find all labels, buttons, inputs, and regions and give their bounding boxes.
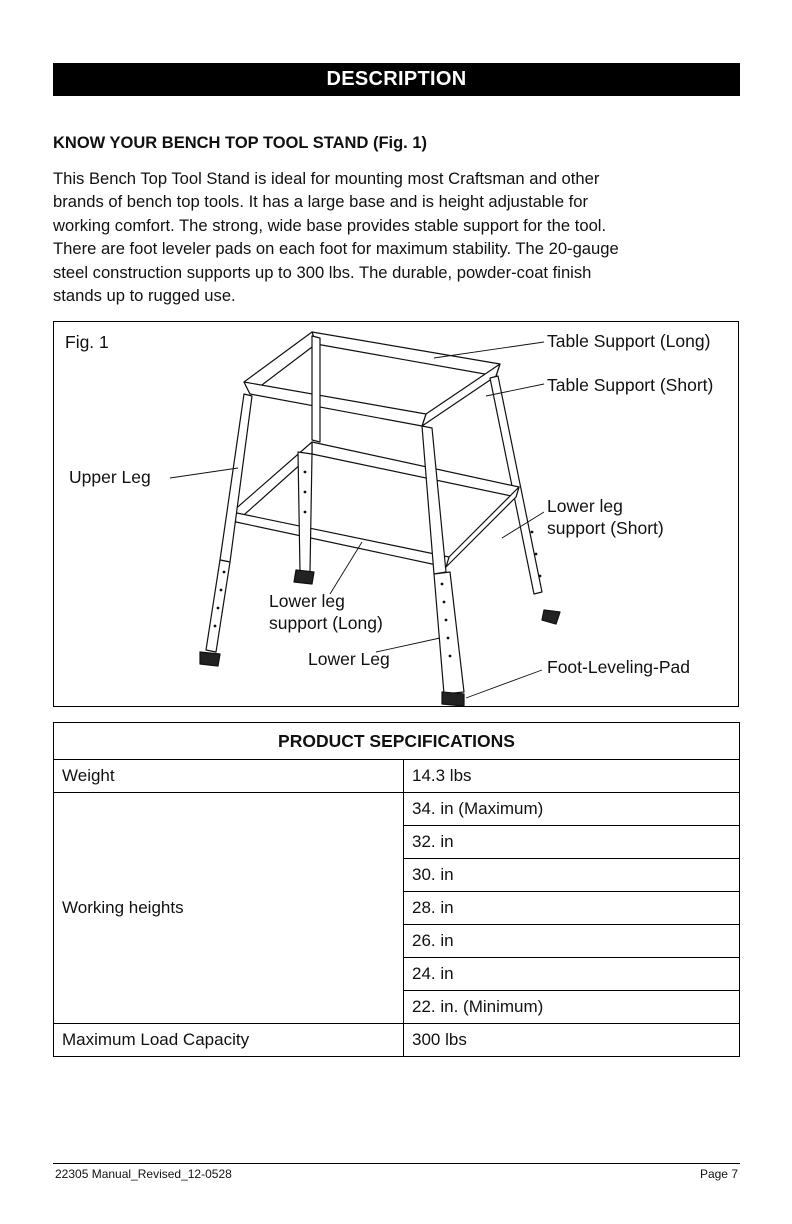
- working-height-value: 26. in: [404, 925, 740, 958]
- foot-pad-front-right: [442, 692, 464, 706]
- working-height-value: 24. in: [404, 958, 740, 991]
- lower-leg-front-left: [206, 560, 230, 652]
- working-height-value: 22. in. (Minimum): [404, 991, 740, 1024]
- table-support-long-back: [312, 332, 500, 376]
- weight-label: Weight: [54, 760, 404, 793]
- foot-pad-back-left: [294, 570, 314, 584]
- table-support-long-front: [244, 382, 426, 426]
- working-heights-label: Working heights: [54, 793, 404, 1024]
- intro-line: This Bench Top Tool Stand is ideal for mounting most Craftsman and other: [53, 169, 600, 188]
- callout-foot-leveling-pad: Foot-Leveling-Pad: [547, 657, 690, 677]
- figure-label: Fig. 1: [65, 332, 109, 352]
- figure-1: [53, 321, 739, 707]
- intro-line: stands up to rugged use.: [53, 286, 236, 306]
- lower-leg-support-long-front: [232, 512, 449, 567]
- load-capacity-value: 300 lbs: [404, 1024, 740, 1057]
- callout-lower-leg: Lower Leg: [308, 649, 390, 669]
- intro-line: brands of bench top tools. It has a large base and is height adjustable for: [53, 192, 589, 212]
- load-capacity-label: Maximum Load Capacity: [54, 1024, 404, 1057]
- intro-paragraph: [53, 167, 743, 307]
- working-height-value: 34. in (Maximum): [404, 793, 740, 826]
- lower-leg-support-short-right: [446, 487, 519, 567]
- section-subheading: KNOW YOUR BENCH TOP TOOL STAND (Fig. 1): [53, 134, 428, 152]
- working-height-value: 32. in: [404, 826, 740, 859]
- product-specifications-table: [53, 722, 740, 1057]
- footer-document-id: 22305 Manual_Revised_12-0528: [55, 1167, 232, 1181]
- working-height-value: 30. in: [404, 859, 740, 892]
- callout-upper-leg: Upper Leg: [69, 467, 151, 487]
- intro-line: There are foot leveler pads on each foot for maximum stability. The 20-gauge: [53, 239, 619, 259]
- weight-value: 14.3 lbs: [404, 760, 740, 793]
- table-support-short-right: [422, 364, 500, 426]
- section-banner: DESCRIPTION: [53, 63, 740, 96]
- working-height-value: 28. in: [404, 892, 740, 925]
- callout-lower-leg-support-long: Lower leg support (Long): [269, 591, 383, 633]
- intro-line: steel construction supports up to 300 lbs. The durable, powder-coat finish: [53, 262, 592, 282]
- callout-table-support-short: Table Support (Short): [547, 375, 714, 395]
- lower-leg-front-right: [434, 572, 464, 694]
- lower-leg-support-long-back: [312, 442, 519, 497]
- foot-pad-back-right: [542, 610, 560, 624]
- table-row: [54, 760, 740, 793]
- upper-leg-front-left: [220, 394, 252, 562]
- callout-table-support-long: Table Support (Long): [547, 331, 711, 351]
- upper-leg-back-left: [312, 336, 320, 442]
- foot-pad-front-left: [200, 652, 220, 666]
- callout-lower-leg-support-short: Lower leg support (Short): [547, 496, 664, 538]
- footer-rule: [53, 1163, 740, 1164]
- specs-title: PRODUCT SEPCIFICATIONS: [54, 723, 740, 760]
- table-row: [54, 793, 740, 826]
- footer-page-number: Page 7: [699, 1167, 738, 1181]
- intro-line: working comfort. The strong, wide base provides stable support for the tool.: [53, 215, 607, 235]
- table-row: [54, 1024, 740, 1057]
